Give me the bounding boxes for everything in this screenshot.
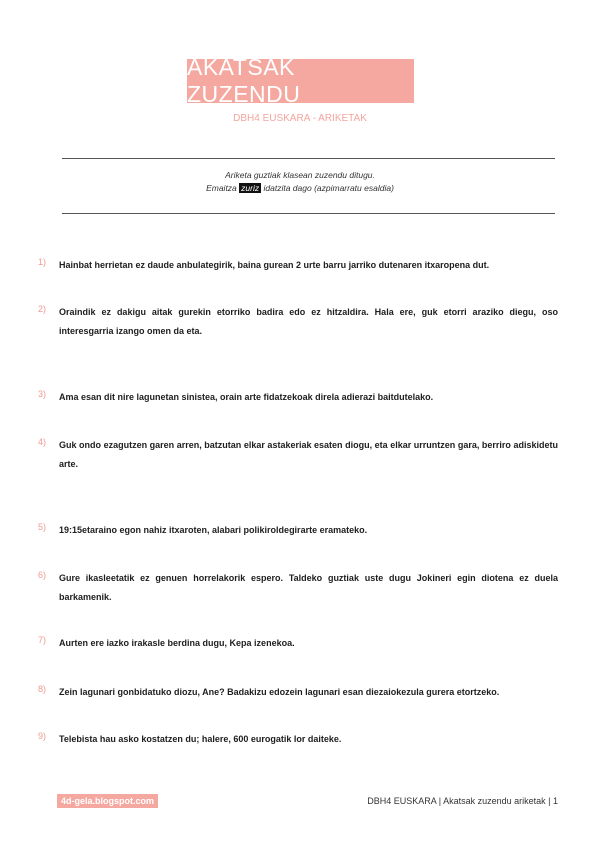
- title-banner: [187, 54, 414, 107]
- instructions-after: idatzita dago (azpimarratu esaldia): [263, 183, 394, 193]
- exercise-number: 1): [38, 257, 47, 267]
- exercise-text: Hainbat herrietan ez daude anbulategirik, baina gurean 2 urte barru jarriko dutenaren itxaropena dut.: [59, 260, 490, 270]
- exercise-number: 2): [38, 304, 47, 314]
- exercise-text: Gure ikasleetatik ez genuen horrelakorik espero. Taldeko guztiak uste dugu Jokineri egin diotena ez duela barkamenik.: [59, 573, 558, 602]
- exercise-number: 8): [38, 684, 47, 694]
- exercise-number: 4): [38, 437, 47, 447]
- exercise-text: Oraindik ez dakigu aitak gurekin etorriko badira edo ez hitzaldira. Hala ere, guk etorri araziko diegu, oso interesgarria izango omen da eta.: [59, 307, 558, 336]
- divider-top: [62, 158, 555, 159]
- exercise-text: Ama esan dit nire lagunetan sinistea, orain arte fidatzekoak direla adierazi baitdutelako.: [59, 392, 434, 402]
- divider-bottom: [62, 213, 555, 214]
- exercise-text: Aurten ere iazko irakasle berdina dugu, Kepa izenekoa.: [59, 638, 295, 648]
- exercise-text: Zein lagunari gonbidatuko diozu, Ane? Badakizu edozein lagunari esan diezaiokezula gurera etortzeko.: [59, 687, 500, 697]
- instructions-before: Emaitza: [206, 183, 237, 193]
- blog-link[interactable]: 4d-gela.blogspot.com: [57, 794, 158, 808]
- exercise-number: 3): [38, 389, 47, 399]
- exercise-number: 7): [38, 635, 47, 645]
- exercise-number: 9): [38, 731, 47, 741]
- instructions-line-2: [0, 183, 600, 193]
- exercise-number: 5): [38, 522, 47, 532]
- instructions-line-1: Ariketa guztiak klasean zuzendu ditugu.: [225, 170, 375, 180]
- exercise-text: Guk ondo ezagutzen garen arren, batzutan elkar astakeriak esaten diogu, eta elkar urruntzen gara, berriro adiskidetu arte.: [59, 440, 558, 469]
- footer-page-info: DBH4 EUSKARA | Akatsak zuzendu ariketak | 1: [367, 796, 558, 806]
- exercise-text: 19:15etaraino egon nahiz itxaroten, alabari polikiroldegirarte eramateko.: [59, 525, 368, 535]
- exercise-text: Telebista hau asko kostatzen du; halere, 600 eurogatik lor daiteke.: [59, 734, 342, 744]
- exercise-number: 6): [38, 570, 47, 580]
- instructions-highlight: zuriz: [241, 183, 260, 193]
- page-title: AKATSAK ZUZENDU: [187, 54, 301, 107]
- page-subtitle: DBH4 EUSKARA - ARIKETAK: [233, 113, 367, 124]
